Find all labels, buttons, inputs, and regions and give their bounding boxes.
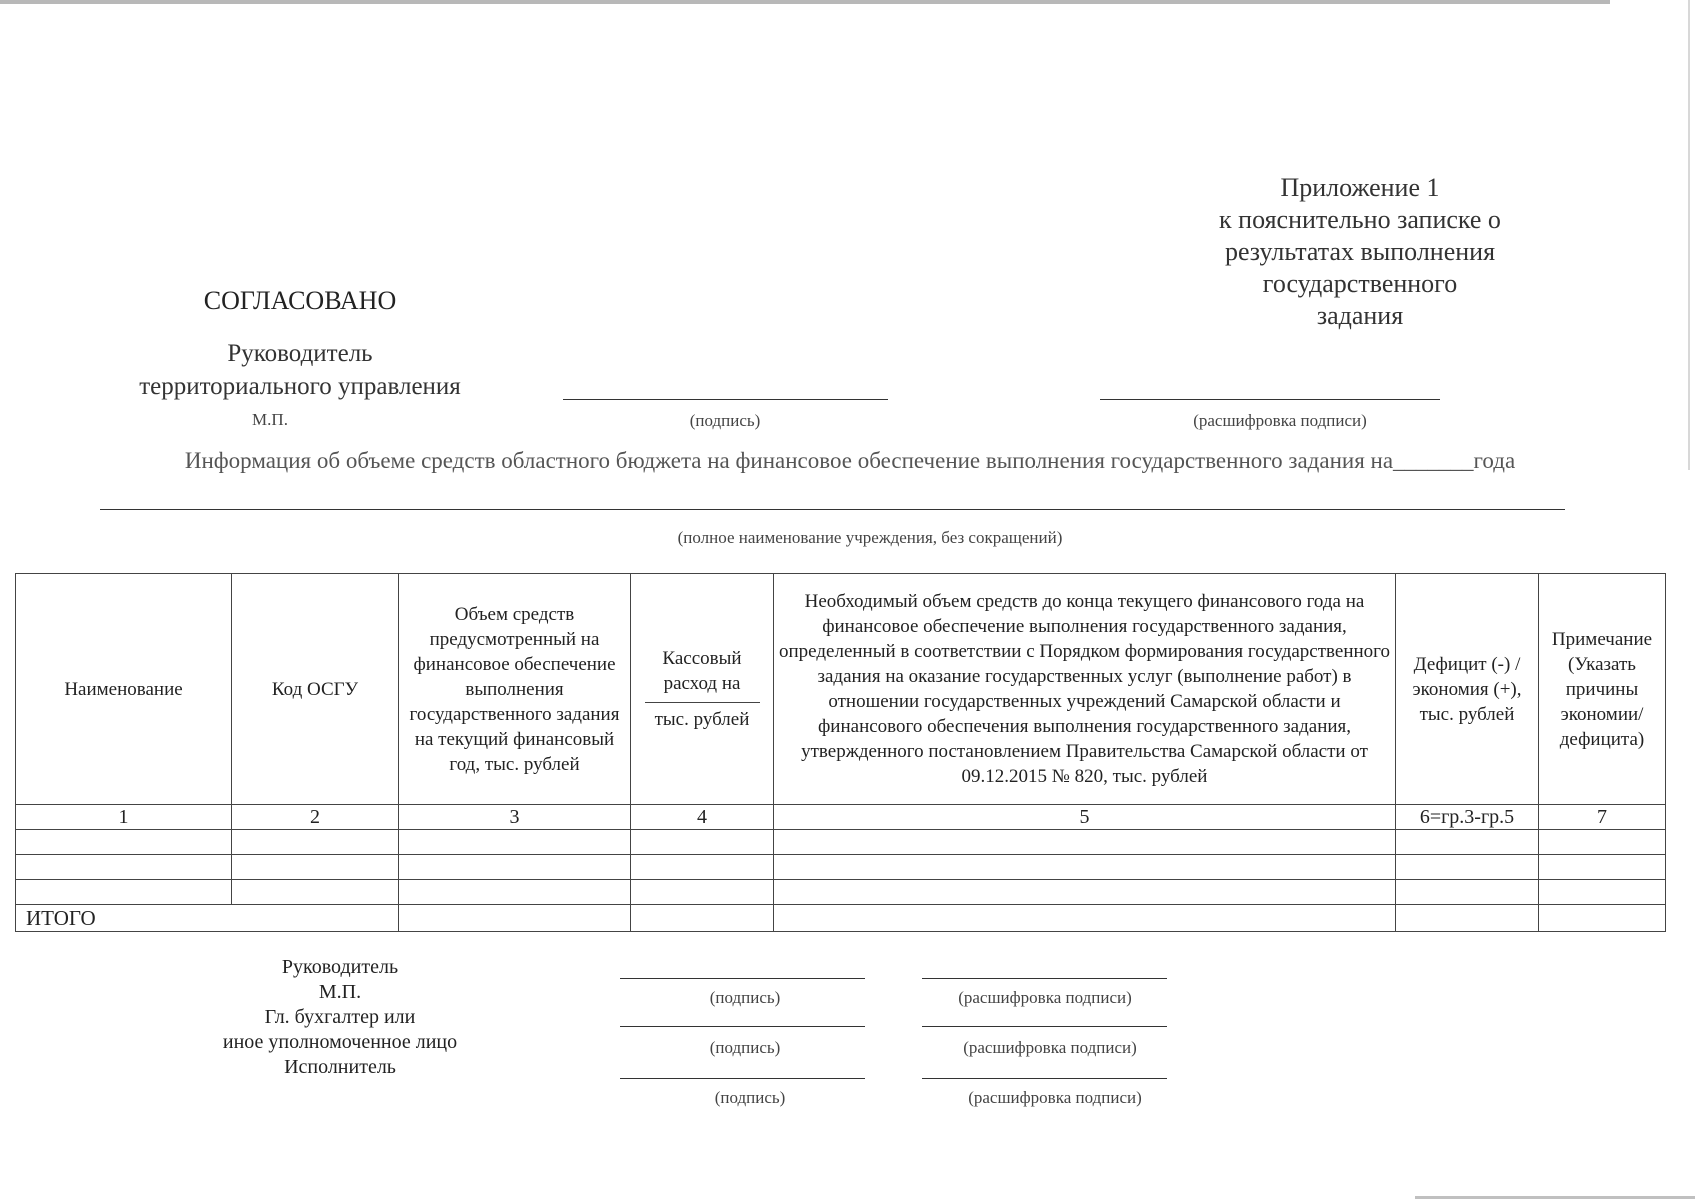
info-statement: Информация об объеме средств областного бюджета на финансовое обеспечение выполнения государственного задания на_______года — [184, 448, 1516, 473]
total-cell[interactable] — [399, 905, 631, 932]
column-number: 3 — [399, 805, 631, 830]
budget-table — [15, 573, 1666, 932]
appendix-line-4: государственного — [1262, 269, 1458, 298]
table-cell[interactable] — [1396, 855, 1539, 880]
column-number: 2 — [232, 805, 399, 830]
decoding-line — [922, 1078, 1167, 1079]
approval-role — [100, 337, 500, 403]
executor-decoding-label: (расшифровка подписи) — [968, 1088, 1142, 1107]
table-cell[interactable] — [1396, 830, 1539, 855]
org-name-caption: (полное наименование учреждения, без сокращений) — [677, 528, 1063, 547]
decoding-line — [922, 1026, 1167, 1027]
column-number: 4 — [631, 805, 774, 830]
table-cell[interactable] — [1396, 880, 1539, 905]
appendix-heading — [1180, 172, 1540, 332]
scan-edge-bottom — [1415, 1196, 1695, 1199]
table-cell[interactable] — [16, 855, 232, 880]
header-note: Примечание (Указать причины экономии/ дефицита) — [1539, 574, 1666, 805]
decoding-line — [922, 978, 1167, 979]
column-number: 5 — [774, 805, 1396, 830]
table-cell[interactable] — [774, 855, 1396, 880]
header-cash-expense — [631, 574, 774, 805]
table-cell[interactable] — [1539, 880, 1666, 905]
total-cell[interactable] — [1396, 905, 1539, 932]
column-number-row — [16, 805, 1666, 830]
signatory-executor: Исполнитель — [284, 1056, 396, 1078]
table-cell[interactable] — [232, 830, 399, 855]
header-cash-expense-unit: тыс. рублей — [654, 709, 750, 730]
signature-line — [620, 1078, 865, 1079]
appendix-line-2: к пояснительно записке о — [1219, 205, 1501, 234]
total-cell[interactable] — [774, 905, 1396, 932]
column-number: 1 — [16, 805, 232, 830]
table-row — [16, 830, 1666, 855]
signatory-stamp: М.П. — [318, 981, 362, 1003]
signatory-accountant-line-1: Гл. бухгалтер или — [264, 1006, 416, 1028]
header-planned-volume: Объем средств предусмотренный на финансовое обеспечение выполнения государственного задания на текущий финансовый год, тыс. рублей — [399, 574, 631, 805]
table-cell[interactable] — [631, 855, 774, 880]
table-cell[interactable] — [774, 830, 1396, 855]
date-blank-line — [645, 702, 760, 703]
column-number: 6=гр.3-гр.5 — [1396, 805, 1539, 830]
table-cell[interactable] — [1539, 855, 1666, 880]
scan-edge-top — [0, 0, 1610, 4]
approval-role-line-2: территориального управления — [139, 373, 461, 400]
total-cell[interactable] — [1539, 905, 1666, 932]
executor-signature-label: (подпись) — [714, 1088, 786, 1107]
signature-line — [620, 978, 865, 979]
table-cell[interactable] — [16, 830, 232, 855]
approval-role-line-1: Руководитель — [227, 340, 373, 367]
table-row — [16, 880, 1666, 905]
column-number: 7 — [1539, 805, 1666, 830]
signature-line — [620, 1026, 865, 1027]
table-cell[interactable] — [399, 855, 631, 880]
header-osgu-code: Код ОСГУ — [232, 574, 399, 805]
approval-signature-line — [563, 399, 888, 400]
head-signature-label: (подпись) — [709, 988, 781, 1007]
appendix-line-3: результатах выполнения — [1224, 237, 1496, 266]
header-name: Наименование — [16, 574, 232, 805]
table-cell[interactable] — [232, 880, 399, 905]
table-header-row — [16, 574, 1666, 805]
table-cell[interactable] — [232, 855, 399, 880]
total-row — [16, 905, 1666, 932]
signatory-accountant-line-2: иное уполномоченное лицо — [222, 1031, 458, 1053]
table-cell[interactable] — [399, 830, 631, 855]
total-label: ИТОГО — [16, 905, 399, 932]
header-cash-expense-label: Кассовый расход на — [662, 648, 742, 694]
head-decoding-label: (расшифровка подписи) — [958, 988, 1132, 1007]
accountant-signature-label: (подпись) — [709, 1038, 781, 1057]
total-cell[interactable] — [631, 905, 774, 932]
signatory-head: Руководитель — [281, 956, 399, 978]
approval-title: СОГЛАСОВАНО — [203, 286, 397, 315]
table-cell[interactable] — [631, 880, 774, 905]
approval-stamp: М.П. — [252, 410, 288, 429]
table-cell[interactable] — [16, 880, 232, 905]
approval-decoding-label: (расшифровка подписи) — [1193, 411, 1367, 430]
header-deficit: Дефицит (-) / экономия (+), тыс. рублей — [1396, 574, 1539, 805]
scan-edge-right — [1688, 0, 1690, 470]
org-name-line — [100, 509, 1565, 510]
header-required-volume: Необходимый объем средств до конца текущего финансового года на финансовое обеспечение выполнения государственного задания, определенный в соответствии с Порядком формирования государственного задания на оказание государственных услуг (выполнение работ) в отношении государственных учреждений Самарской области и финансового обеспечения выполнения государственного задания, утвержденного постановлением Правительства Самарской области от 09.12.2015 № 820, тыс. рублей — [774, 574, 1396, 805]
table-cell[interactable] — [774, 880, 1396, 905]
table-cell[interactable] — [631, 830, 774, 855]
approval-decoding-line — [1100, 399, 1440, 400]
table-cell[interactable] — [399, 880, 631, 905]
approval-signature-label: (подпись) — [689, 411, 761, 430]
appendix-line-5: задания — [1316, 301, 1404, 330]
signatories — [190, 955, 490, 1080]
table-cell[interactable] — [1539, 830, 1666, 855]
appendix-line-1: Приложение 1 — [1280, 173, 1440, 202]
table-row — [16, 855, 1666, 880]
accountant-decoding-label: (расшифровка подписи) — [963, 1038, 1137, 1057]
